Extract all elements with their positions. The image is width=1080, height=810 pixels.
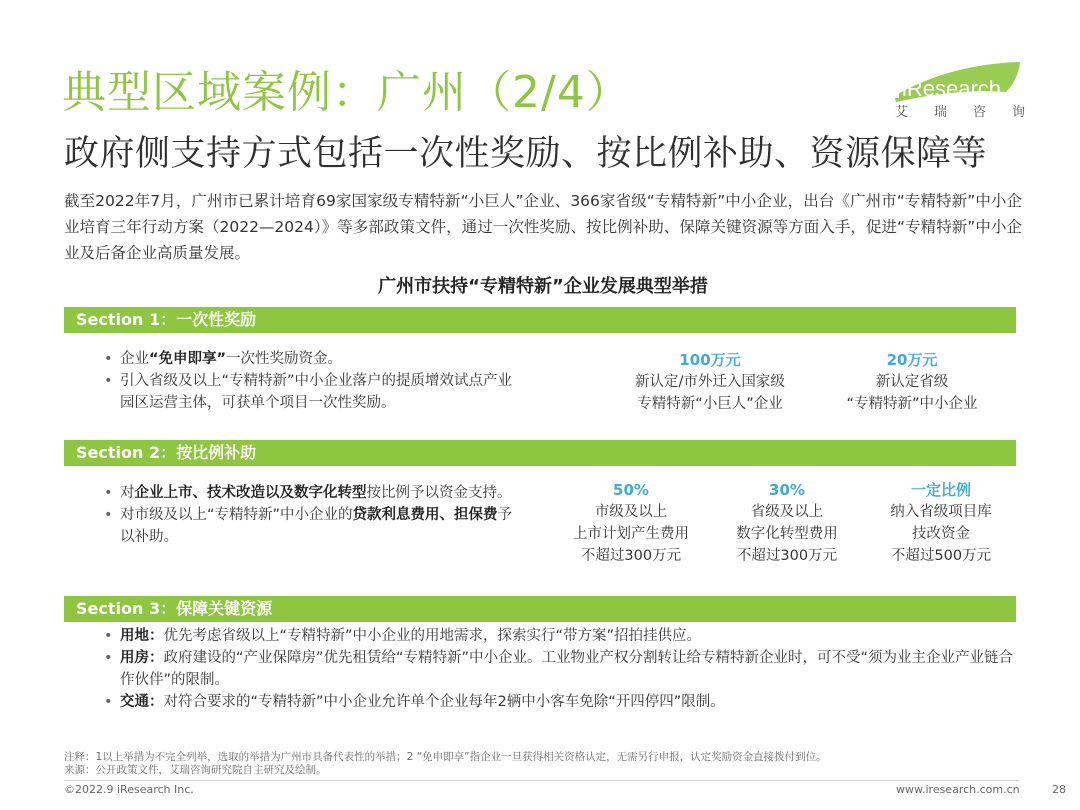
section-1-header: Section 1：一次性奖励 bbox=[64, 307, 1016, 333]
section-2-bullets bbox=[98, 482, 518, 548]
footer-copyright: ©2022.9 iResearch Inc. bbox=[64, 783, 194, 796]
bullet-dot: • bbox=[104, 351, 113, 367]
stat-desc: 新认定省级 bbox=[875, 374, 949, 390]
stat-block bbox=[600, 349, 820, 415]
page-title: 典型区域案例：广州（2/4） bbox=[62, 67, 631, 118]
section-3-header: Section 3：保障关键资源 bbox=[64, 596, 1016, 622]
stat-desc: 数字化转型费用 bbox=[736, 526, 838, 542]
stat-block bbox=[712, 479, 862, 567]
stat-desc: 新认定/市外迁入国家级 bbox=[635, 374, 785, 390]
bullet-item: • 企业“免申即享”一次性奖励资金。 bbox=[98, 348, 518, 370]
logo-cn-text: 艾 瑞 咨 询 bbox=[895, 105, 1025, 120]
page-subtitle: 政府侧支持方式包括一次性奖励、按比例补助、资源保障等 bbox=[64, 134, 988, 174]
bullet-item: • 对企业上市、技术改造以及数字化转型按比例予以资金支持。 bbox=[98, 482, 518, 504]
page-number: 28 bbox=[1052, 783, 1066, 796]
stat-value: 100万元 bbox=[679, 351, 741, 369]
bullet-item: • 用房：政府建设的“产业保障房”优先租赁给“专精特新”中小企业。工业物业产权分割转让给专精特新企业时，可不受“须为业主企业产业链合作伙伴”的限制。 bbox=[98, 647, 1018, 691]
bullet-dot: • bbox=[104, 628, 113, 644]
section-1-bullets bbox=[98, 348, 518, 414]
stat-desc: 不超过300万元 bbox=[736, 548, 838, 564]
section-3-bullets bbox=[98, 625, 1018, 713]
footnote bbox=[64, 751, 827, 777]
intro-paragraph: 截至2022年7月，广州市已累计培育69家国家级专精特新“小巨人”企业、366家省级“专精特新”中小企业，出台《广州市“专精特新”中小企业培育三年行动方案（2022—2024）》等多部政策文件，通过一次性奖励、按比例补助、保障关键资源等方面入手，促进“专精特新”中小企业及后备企业高质量发展。 bbox=[64, 192, 1022, 262]
footer-website: www.iresearch.com.cn bbox=[896, 783, 1020, 796]
section-2-header: Section 2：按比例补助 bbox=[64, 440, 1016, 466]
bullet-item: • 引入省级及以上“专精特新”中小企业落户的提质增效试点产业园区运营主体，可获单个项目一次性奖励。 bbox=[98, 370, 518, 414]
stat-desc: 纳入省级项目库 bbox=[890, 504, 992, 520]
stat-value: 30% bbox=[769, 481, 805, 499]
bullet-dot: • bbox=[104, 373, 113, 389]
logo-text: iResearch bbox=[902, 76, 1002, 101]
table-title: 广州市扶持“专精特新”企业发展典型举措 bbox=[378, 276, 708, 297]
stat-desc: 技改资金 bbox=[912, 526, 970, 542]
bullet-item: • 对市级及以上“专精特新”中小企业的贷款利息费用、担保费予以补助。 bbox=[98, 504, 518, 548]
bullet-dot: • bbox=[104, 507, 113, 523]
footnote-source: 来源：公开政策文件，艾瑞咨询研究院自主研究及绘制。 bbox=[64, 764, 327, 776]
stat-value: 一定比例 bbox=[910, 481, 971, 499]
stat-value: 20万元 bbox=[886, 351, 938, 369]
footnote-note: 注释：1以上举措为不完全列举，选取的举措为广州市具备代表性的举措；2 “免申即享”指企业一旦获得相关资格认定，无需另行申报，认定奖励资金直接拨付到位。 bbox=[64, 751, 827, 763]
stat-desc: 上市计划产生费用 bbox=[573, 526, 689, 542]
bullet-item: • 交通：对符合要求的“专精特新”中小企业允许单个企业每年2辆中小客车免除“开四停四”限制。 bbox=[98, 691, 1018, 713]
stat-desc: “专精特新”中小企业 bbox=[846, 396, 978, 412]
stat-desc: 专精特新“小巨人”企业 bbox=[637, 396, 783, 412]
stat-block bbox=[556, 479, 706, 567]
bullet-item: • 用地：优先考虑省级以上“专精特新”中小企业的用地需求，探索实行“带方案”招拍挂供应。 bbox=[98, 625, 1018, 647]
stat-desc: 不超过300万元 bbox=[580, 548, 682, 564]
footer-divider bbox=[64, 780, 1019, 781]
bullet-dot: • bbox=[104, 694, 113, 710]
stat-desc: 省级及以上 bbox=[750, 504, 824, 520]
bullet-dot: • bbox=[104, 650, 113, 666]
stat-desc: 市级及以上 bbox=[594, 504, 668, 520]
stat-block bbox=[866, 479, 1016, 567]
bullet-dot: • bbox=[104, 485, 113, 501]
stat-value: 50% bbox=[613, 481, 649, 499]
stat-desc: 不超过500万元 bbox=[890, 548, 992, 564]
stat-block bbox=[812, 349, 1012, 415]
